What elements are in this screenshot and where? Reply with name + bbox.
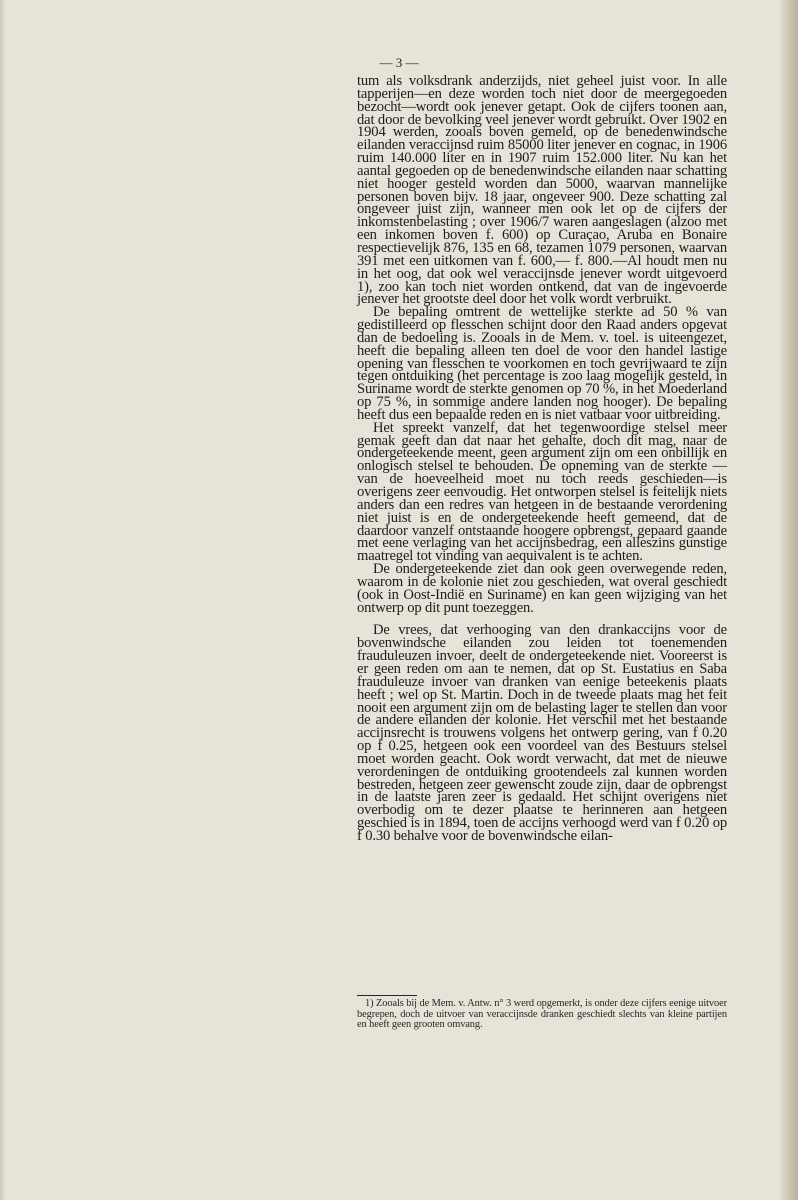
page-number-header: — 3 — (379, 55, 419, 70)
paragraph-4: De ondergeteekende ziet dan ook geen overwegende reden, waarom in de kolonie niet zou geschieden, wat overal geschiedt (ook in Oost-Indië en Suriname) en kan geen wijziging van het ontwerp op dit punt toezeggen. (357, 561, 727, 616)
footnote-divider (357, 995, 417, 996)
paragraph-2: De bepaling omtrent de wettelijke sterkte ad 50 % van gedistilleerd op flesschen schijnt door den Raad anders opgevat dan de bedoeling is. Zooals in de Mem. v. toel. is uiteengezet, heeft die bepaling alleen ten doel de voor den handel lastige opening van flesschen te voorkomen en toch gevrijwaard te zijn tegen ontduiking (het percentage is zoo laag mogelijk gesteld, in Suriname wordt de sterkte genomen op 70 %, in het Moederland op 75 %, in sommige andere landen nog hooger). De bepaling heeft dus een bepaalde reden en is niet vatbaar voor uitbreiding. (357, 304, 727, 423)
paragraph-1: tum als volksdrank anderzijds, niet geheel juist voor. In alle tapperijen—en deze worden toch niet door de meergegoeden bezocht—wordt ook jenever getapt. Ook de cijfers toonen aan, dat door de bevolking veel jenever wordt gebruikt. Over 1902 en 1904 werden, zooals boven gemeld, op de benedenwindsche eilanden veraccijnsd ruim 85000 liter jenever en cognac, in 1906 ruim 140.000 liter en in 1907 ruim 152.000 liter. Nu kan het aantal gegoeden op de benedenwindsche eilanden naar schatting niet hooger gesteld worden dan 5000, waarvan mannelijke personen boven bijv. 18 jaar, ongeveer 900. Deze schatting zal ongeveer juist zijn, wanneer men ook let op de cijfers der inkomstenbelasting ; over 1906/7 waren aangeslagen (alzoo met een inkomen boven f. 600) op Curaçao, Aruba en Bonaire respectievelijk 876, 135 en 68, tezamen 1079 personen, waarvan 391 met een uitkomen van f. 600,— f. 800.—Al houdt men nu in het oog, dat ook wel veraccijnsde jenever wordt uitgevoerd 1), zoo kan toch niet worden ontkend, dat van de ingevoerde jenever het grootste deel door het volk wordt verbruikt. (357, 73, 727, 308)
footnote (357, 999, 727, 1031)
paragraph-5: De vrees, dat verhooging van den drankaccijns voor de bovenwindsche eilanden zou leiden tot toenemenden frauduleuzen invoer, deelt de ondergeteekende niet. Vooreerst is er geen reden om aan te nemen, dat op St. Eustatius en Saba frauduleuze invoer van dranken van eenige beteekenis plaats heeft ; wel op St. Martin. Doch in de tweede plaats mag het feit nooit een argument zijn om de belasting lager te stellen dan voor de andere eilanden der kolonie. Het verschil met het bestaande accijnsrecht is trouwens volgens het ontwerp gering, van f 0.20 op f 0.25, hetgeen ook een voordeel van des Bestuurs stelsel moet worden geacht. Ook wordt verwacht, dat met de nieuwe verordeningen de ontduiking grootendeels zal kunnen worden bestreden, hetgeen zeer gewenscht zoude zijn, daar de opbrengst in de laatste jaren zeer is gedaald. Het schijnt overigens niet overbodig om te dezer plaatse te herinneren aan hetgeen geschied is in 1894, toen de accijns verhoogd werd van f 0.20 op f 0.30 behalve voor de bovenwindsche eilan- (357, 622, 727, 844)
page-edge-left (0, 0, 6, 1200)
paragraph-3: Het spreekt vanzelf, dat het tegenwoordige stelsel meer gemak geeft dan dat naar het gehalte, doch dit mag, naar de ondergeteekende meent, geen argument zijn om een onbillijk en onlogisch stelsel te behouden. De opneming van de sterkte — van de hoeveelheid moet nu toch reeds geschieden—is overigens zeer eenvoudig. Het ontworpen stelsel is feitelijk niets anders dan een redres van hetgeen in de bestaande verordening niet juist is en de ondergeteekende heeft gemeend, dat de daardoor vanzelf ontstaande hoogere opbrengst, gepaard gaande met eene verlaging van het accijnsbedrag, een alleszins gunstige maatregel tot vinding van aequivalent is te achten. (357, 419, 727, 565)
body-text (357, 75, 727, 843)
page-edge-right (780, 0, 798, 1200)
footnote-text: 1) Zooals bij de Mem. v. Antw. n° 3 werd opgemerkt, is onder deze cijfers eenige uitvoer begrepen, doch de uitvoer van veraccijnsde dranken geschiedt slechts van kleine partijen en heeft geen grooten omvang. (357, 998, 727, 1030)
